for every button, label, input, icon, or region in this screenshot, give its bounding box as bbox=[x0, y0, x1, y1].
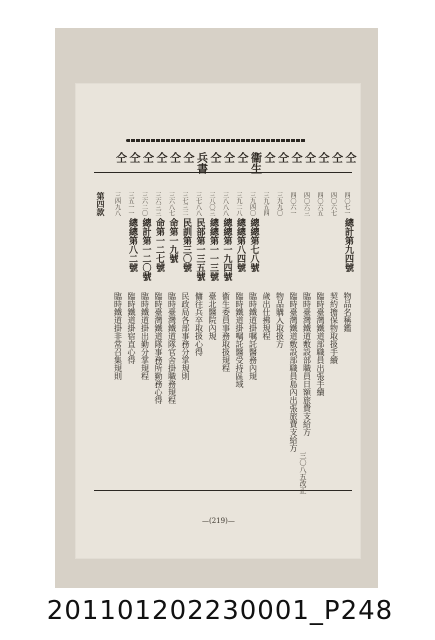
entry-number: 三八八八 bbox=[221, 192, 229, 216]
correction-note: 三〇八五改正 bbox=[299, 452, 307, 494]
column-head: 仝 bbox=[141, 152, 155, 163]
law-reference: 命第一九號 bbox=[167, 218, 178, 263]
section-label: 第四款 bbox=[96, 192, 106, 216]
column-head: 仝 bbox=[263, 152, 276, 163]
top-rule bbox=[126, 139, 306, 142]
entry-number: 三九五四 bbox=[262, 192, 269, 216]
law-reference: 總計第一二〇號 bbox=[140, 218, 151, 281]
entry-title: 臨時臺灣鐵道隊事務所勤務心得 bbox=[154, 292, 163, 404]
law-reference: 總總第一一三號 bbox=[208, 218, 218, 281]
entry-title: 臨時鐵道掛出勤分掌規程 bbox=[140, 292, 150, 380]
entry-number: 三九二八 bbox=[235, 192, 242, 216]
law-reference: 總總第八二號 bbox=[127, 218, 137, 272]
entry-title: 臨時鐵道掛非常召集規則 bbox=[113, 292, 123, 380]
law-reference: 總總第八四號 bbox=[235, 218, 245, 272]
column-head: 衞生 bbox=[249, 152, 263, 174]
header-rule bbox=[94, 172, 352, 173]
entry-number: 三九九〇 bbox=[275, 192, 283, 216]
entry-title: 臨時臺灣鐵道敷設部職員島內出張旅費支給方 bbox=[289, 292, 298, 452]
entry-number: 四〇六七 bbox=[329, 192, 337, 216]
entry-title: 契約擔保物取扱手續 bbox=[329, 292, 339, 364]
entry-title: 物品名稱鑑 bbox=[343, 292, 352, 332]
column-head: 仝 bbox=[168, 152, 182, 163]
entry-number: 三五一一 bbox=[127, 192, 134, 216]
entry-number: 四〇六一 bbox=[289, 192, 296, 216]
entry-number: 三六八七 bbox=[167, 192, 175, 216]
column-head: 仝 bbox=[276, 152, 290, 163]
law-reference: 民部第一三五號 bbox=[194, 218, 205, 281]
law-reference: 總總第一九四號 bbox=[221, 218, 232, 281]
column-head: 仝 bbox=[222, 152, 236, 163]
law-reference: 命第一二七號 bbox=[154, 218, 164, 272]
image-caption: 201101202230001_P248 bbox=[46, 596, 394, 626]
entry-number: 三九四〇 bbox=[248, 192, 256, 216]
entry-title: 臨時鐵道掛宿直心得 bbox=[127, 292, 136, 364]
column-head: 仝 bbox=[290, 152, 303, 163]
footer-rule bbox=[94, 490, 352, 491]
entry-title: 臨時鐵道掛嘱託醫務內規 bbox=[248, 292, 258, 380]
entry-number: 三四九八 bbox=[113, 192, 121, 216]
entry-number: 三六二〇 bbox=[140, 192, 148, 216]
entry-title: 臨時臺灣鐵道隊官舍掛職務規程 bbox=[167, 292, 177, 404]
column-head: 仝 bbox=[155, 152, 168, 163]
entry-title: 臨時臺灣鐵道敷設部職員日額旅費支給方 bbox=[302, 292, 312, 436]
entry-number: 四〇六三 bbox=[302, 192, 310, 216]
column-head: 兵書 bbox=[195, 152, 209, 174]
column-head: 仝 bbox=[128, 152, 141, 163]
entry-number: 四〇六五 bbox=[316, 192, 323, 216]
page-number: —(219)— bbox=[202, 517, 235, 525]
column-head: 仝 bbox=[236, 152, 249, 163]
column-head: 仝 bbox=[330, 152, 344, 163]
column-head: 仝 bbox=[317, 152, 330, 163]
column-head: 仝 bbox=[182, 152, 195, 163]
law-reference: 總總第七八號 bbox=[248, 218, 259, 272]
entry-title: 傭往兵卒取扱心得 bbox=[194, 292, 204, 356]
document-page bbox=[76, 84, 360, 558]
entry-title: 歲出仕拂規程 bbox=[262, 292, 271, 340]
law-reference: 總計第九四號 bbox=[343, 218, 353, 272]
entry-number: 三七八八 bbox=[194, 192, 202, 216]
entry-number: 三七三二 bbox=[181, 192, 188, 216]
entry-title: 臺北醫院內規 bbox=[208, 292, 217, 340]
column-head: 仝 bbox=[303, 152, 317, 163]
column-head: 仝 bbox=[209, 152, 222, 163]
entry-title: 衞生委員事務取扱規程 bbox=[221, 292, 231, 372]
entry-number: 三六三三 bbox=[154, 192, 161, 216]
entry-title: 物品購入取扱方 bbox=[275, 292, 285, 348]
entry-number: 三八〇三 bbox=[208, 192, 215, 216]
entry-number: 四〇七一 bbox=[343, 192, 350, 216]
column-head: 仝 bbox=[344, 152, 357, 163]
column-head: 仝 bbox=[114, 152, 128, 163]
law-reference: 民訓第三〇號 bbox=[181, 218, 191, 272]
entry-title: 臨時鐵道掛嘱託醫受持區域 bbox=[235, 292, 244, 388]
entry-title: 民政局各部事務分掌規則 bbox=[181, 292, 190, 380]
entry-title: 臨時臺灣鐵道部職員出張手續 bbox=[316, 292, 325, 396]
